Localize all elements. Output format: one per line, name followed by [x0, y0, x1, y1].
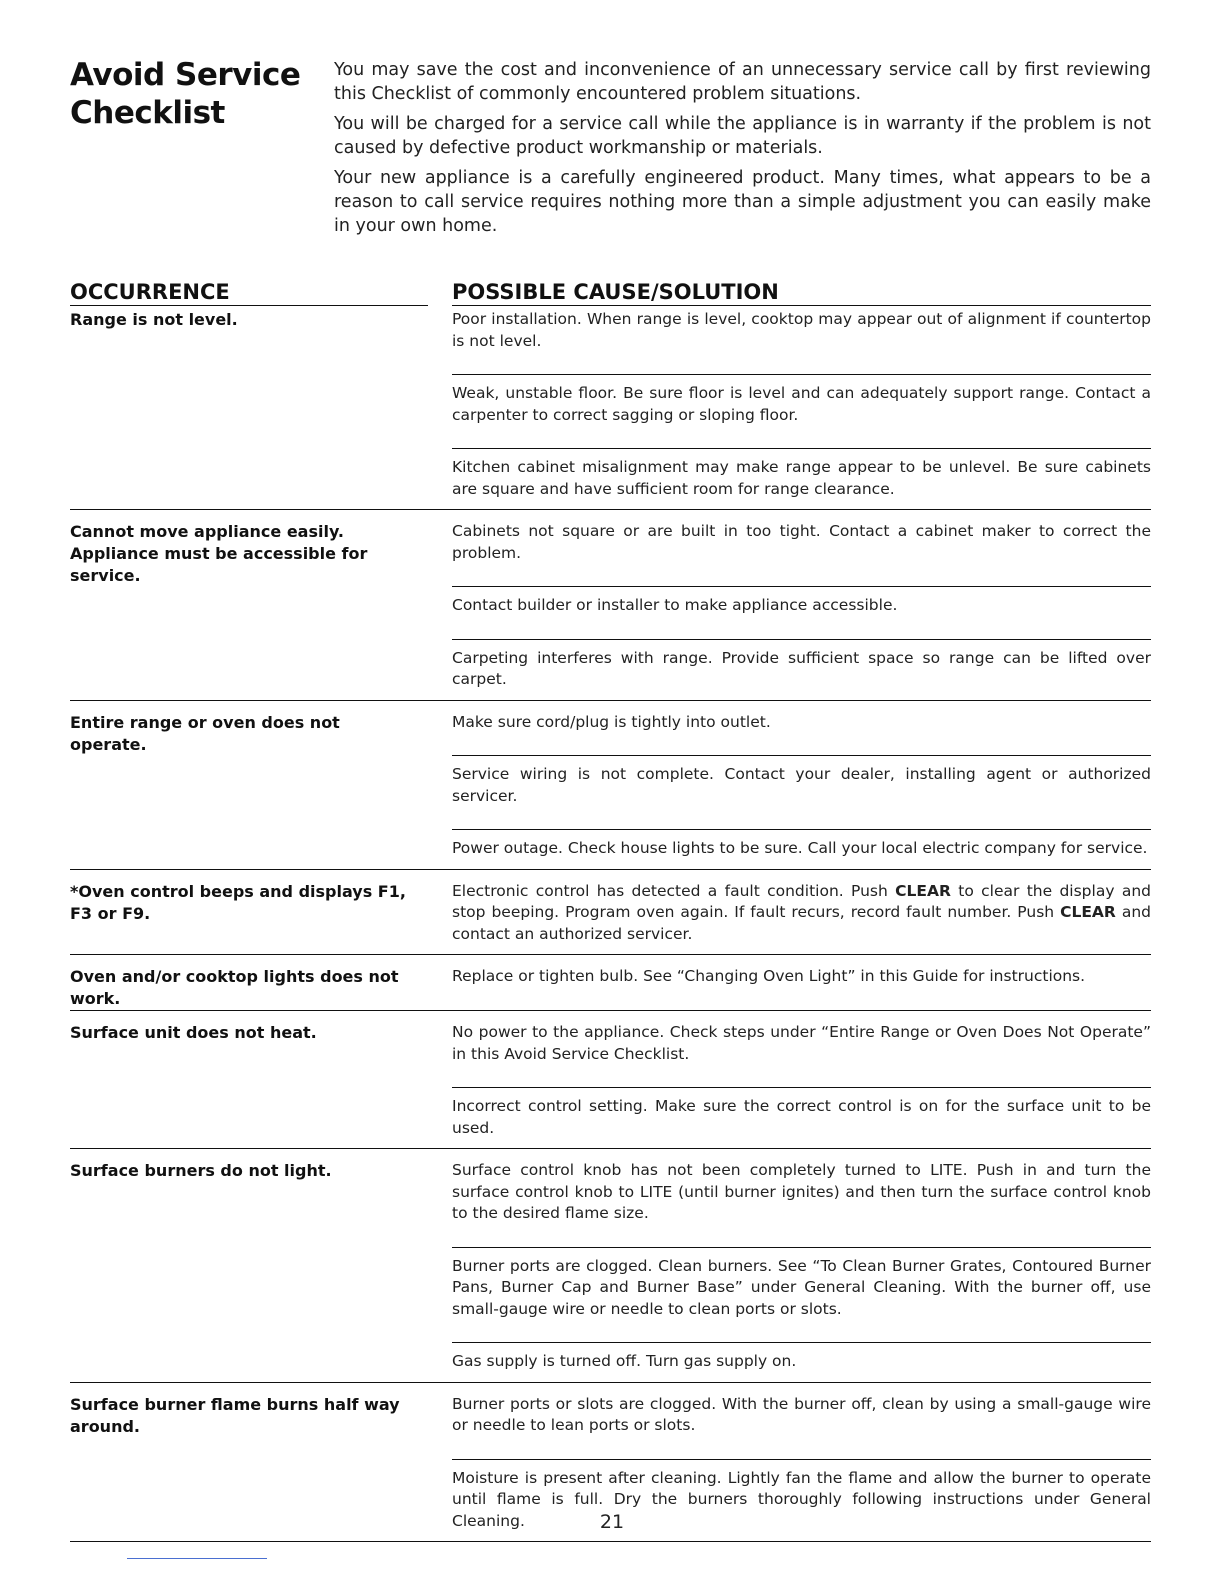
cause-item: Service wiring is not complete. Contact your dealer, installing agent or authorized servicer.: [452, 755, 1151, 819]
cause-item: Replace or tighten bulb. See “Changing Oven Light” in this Guide for instructions.: [452, 967, 1086, 985]
intro-text: [334, 58, 1151, 244]
occurrence-label: Surface unit does not heat.: [70, 1023, 317, 1042]
occurrence-label: Entire range or oven does not operate.: [70, 712, 340, 754]
occurrence-label: Oven and/or cooktop lights does not work.: [70, 967, 399, 1008]
page-title: Avoid Service Checklist: [70, 57, 301, 131]
intro-paragraph: You may save the cost and inconvenience of an unnecessary service call by first reviewing this Checklist of commonly encountered problem situations.: [334, 60, 1151, 104]
cause-list: [452, 711, 1151, 869]
table-row: [70, 510, 1151, 701]
cause-item: Weak, unstable floor. Be sure floor is level and can adequately support range. Contact a carpenter to correct sagging or sloping floor.: [452, 374, 1151, 438]
cause-item: Make sure cord/plug is tightly into outlet.: [452, 712, 771, 731]
footer-rule: [127, 1558, 267, 1559]
checklist-table: [70, 308, 1151, 1542]
intro-paragraph: Your new appliance is a carefully engineered product. Many times, what appears to be a reason to call service requires nothing more than a simple adjustment you can easily make in your own home.: [334, 168, 1151, 236]
occurrence-label: *Oven control beeps and displays F1, F3 or F9.: [70, 881, 406, 923]
cause-item: No power to the appliance. Check steps under “Entire Range or Oven Does Not Operate” in this Avoid Service Checklist.: [452, 1023, 1151, 1063]
cause-item: Poor installation. When range is level, cooktop may appear out of alignment if countertop is not level.: [452, 310, 1151, 350]
cause-item: Moisture is present after cleaning. Lightly fan the flame and allow the burner to operate until flame is full. Dry the burners thoroughly following instructions under General Cleaning.: [452, 1459, 1151, 1542]
page-number: 21: [599, 1511, 625, 1533]
cause-header: POSSIBLE CAUSE/SOLUTION: [452, 279, 1151, 306]
cause-item: Incorrect control setting. Make sure the correct control is on for the surface unit to be used.: [452, 1087, 1151, 1148]
cause-list: [452, 1159, 1151, 1382]
cause-item: Carpeting interferes with range. Provide sufficient space so range can be lifted over carpet.: [452, 639, 1151, 700]
cause-item: Burner ports or slots are clogged. With the burner off, clean by using a small-gauge wire or needle to lean ports or slots.: [452, 1394, 1151, 1434]
cause-item: Gas supply is turned off. Turn gas supply on.: [452, 1342, 1151, 1382]
table-row: [70, 1149, 1151, 1383]
cause-list: [452, 965, 1151, 1010]
cause-item: Burner ports are clogged. Clean burners. See “To Clean Burner Grates, Contoured Burner Pans, Burner Cap and Burner Base” under General Cleaning. With the burner off, use small-gauge wire or needle to clean ports or slots.: [452, 1247, 1151, 1333]
table-row: [70, 701, 1151, 870]
occurrence-label: Surface burners do not light.: [70, 1161, 332, 1180]
table-row: [70, 870, 1151, 956]
table-row: [70, 308, 1151, 510]
table-row: [70, 1011, 1151, 1149]
cause-list: [452, 308, 1151, 509]
cause-item: Electronic control has detected a fault condition. Push CLEAR to clear the display and stop beeping. Program oven again. If fault recurs, record fault number. Push CLEAR and contact an authorized servicer.: [452, 881, 1151, 943]
cause-item: Kitchen cabinet misalignment may make range appear to be unlevel. Be sure cabinets are square and have sufficient room for range clearance.: [452, 448, 1151, 509]
intro-paragraph: You will be charged for a service call while the appliance is in warranty if the problem is not caused by defective product workmanship or materials.: [334, 114, 1151, 158]
occurrence-header: OCCURRENCE: [70, 279, 428, 306]
occurrence-label: Range is not level.: [70, 310, 238, 329]
cause-item: Surface control knob has not been completely turned to LITE. Push in and turn the surface control knob to LITE (until burner ignites) and then turn the surface control knob to the desired flame size.: [452, 1161, 1151, 1222]
table-row: [70, 955, 1151, 1011]
cause-list: [452, 880, 1151, 955]
cause-item: Power outage. Check house lights to be sure. Call your local electric company for service.: [452, 829, 1151, 869]
cause-item: Cabinets not square or are built in too tight. Contact a cabinet maker to correct the problem.: [452, 522, 1151, 562]
occurrence-label: Cannot move appliance easily. Appliance must be accessible for service.: [70, 522, 368, 585]
cause-item: Contact builder or installer to make appliance accessible.: [452, 586, 1151, 629]
occurrence-label: Surface burner flame burns half way around.: [70, 1394, 400, 1436]
cause-list: [452, 1021, 1151, 1148]
cause-list: [452, 520, 1151, 700]
